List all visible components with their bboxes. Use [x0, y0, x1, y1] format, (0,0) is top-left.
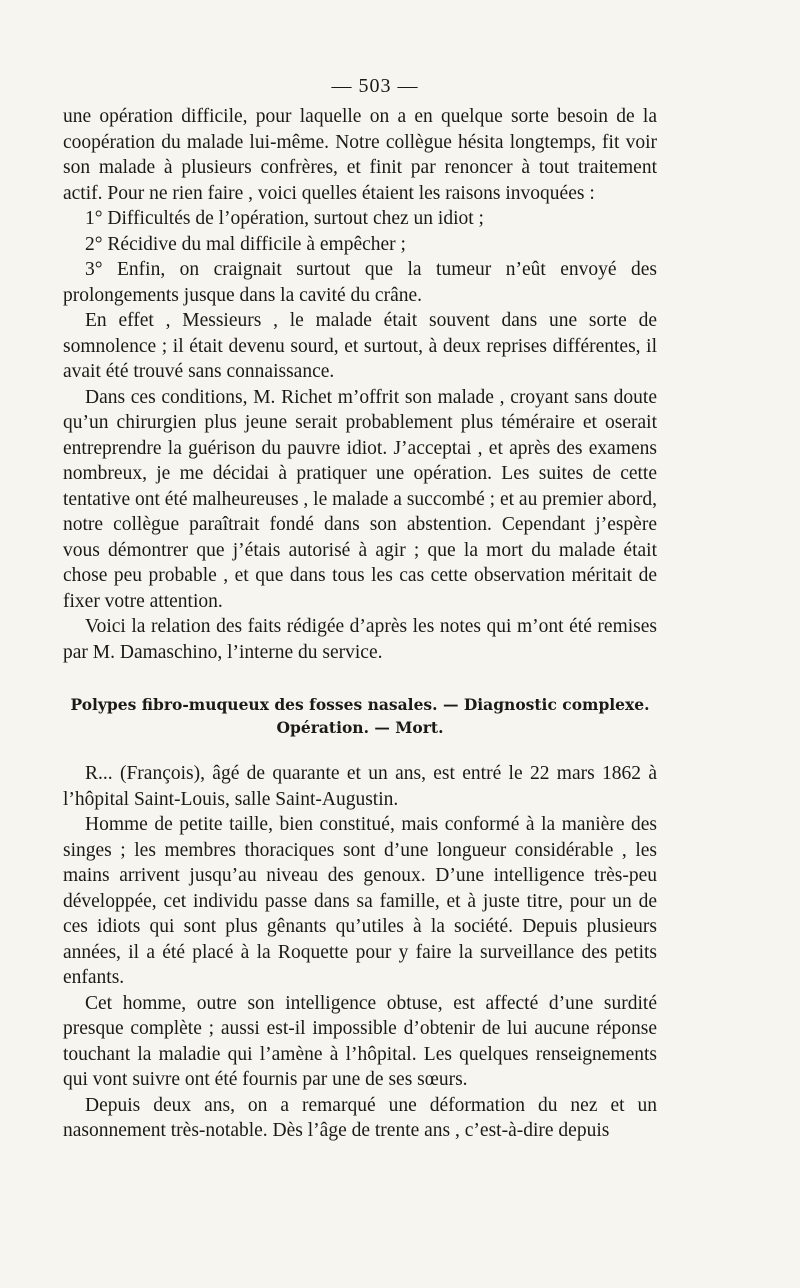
reason-item-3: 3° Enfin, on craignait surtout que la tumeur n’eût envoyé des prolongements jusque dans la cavité du crâne. — [63, 259, 657, 306]
section-heading-line-1: Polypes fibro-muqueux des fosses nasales. — Diagnostic complexe. — [70, 695, 650, 714]
paragraph-symptoms: En effet , Messieurs , le malade était souvent dans une sorte de somnolence ; il était devenu sourd, et surtout, à deux reprises différentes, il avait été trouvé sans connaissance. — [63, 310, 657, 382]
intro-paragraph: une opération difficile, pour laquelle on a en quelque sorte besoin de la coopération du malade lui-même. Notre collègue hésita longtemps, fit voir son malade à plusieurs confrères, et finit par renoncer à tout traitement actif. Pour ne rien faire , voici quelles étaient les raisons invoquées : — [63, 106, 657, 204]
case-report — [63, 761, 657, 1144]
paragraph-patient-deafness: Cet homme, outre son intelligence obtuse, est affecté d’une surdité presque complète ; aussi est-il impossible d’obtenir de lui aucune réponse touchant la maladie qui l’amène à l’hôpital. Les quelques renseignements qui vont suivre ont été fournis par une de ses sœurs. — [63, 992, 657, 1090]
paragraph-patient-admission: R... (François), âgé de quarante et un ans, est entré le 22 mars 1862 à l’hôpital Saint-Louis, salle Saint-Augustin. — [63, 763, 657, 810]
page-number: — 503 — — [331, 75, 419, 97]
section-heading-line-2: Opération. — Mort. — [276, 718, 444, 737]
section-heading — [63, 693, 657, 739]
paragraph-patient-description: Homme de petite taille, bien constitué, mais conformé à la manière des singes ; les membres thoraciques sont d’une longueur considérable , les mains arrivent jusqu’au niveau des genoux. D’une intelligence très-peu développée, cet individu passe dans sa famille, et à juste titre, pour un de ces idiots qui sont plus gênants qu’utiles à la société. Depuis plusieurs années, il a été placé à la Roquette pour y faire la surveillance des petits enfants. — [63, 814, 657, 988]
reason-item-2: 2° Récidive du mal difficile à empêcher ; — [85, 233, 406, 255]
book-page — [63, 72, 657, 1144]
paragraph-conditions: Dans ces conditions, M. Richet m’offrit son malade , croyant sans doute qu’un chirurgien plus jeune serait probablement plus téméraire et oserait entreprendre la guérison du pauvre idiot. J’acceptai , et après des examens nombreux, je me décidai à pratiquer une opération. Les suites de cette tentative ont été malheureuses , le malade a succombé ; et au premier abord, notre collègue paraîtrait fondé dans son abstention. Cependant j’espère vous démontrer que j’étais autorisé à agir ; que la mort du malade était chose peu probable , et que dans tous les cas cette observation méritait de fixer votre attention. — [63, 386, 657, 612]
paragraph-relation: Voici la relation des faits rédigée d’après les notes qui m’ont été remises par M. Damaschino, l’interne du service. — [63, 616, 657, 663]
reason-item-1: 1° Difficultés de l’opération, surtout chez un idiot ; — [85, 208, 484, 229]
paragraph-patient-history: Depuis deux ans, on a remarqué une déformation du nez et un nasonnement très-notable. Dès l’âge de trente ans , c’est-à-dire depuis — [63, 1094, 657, 1141]
